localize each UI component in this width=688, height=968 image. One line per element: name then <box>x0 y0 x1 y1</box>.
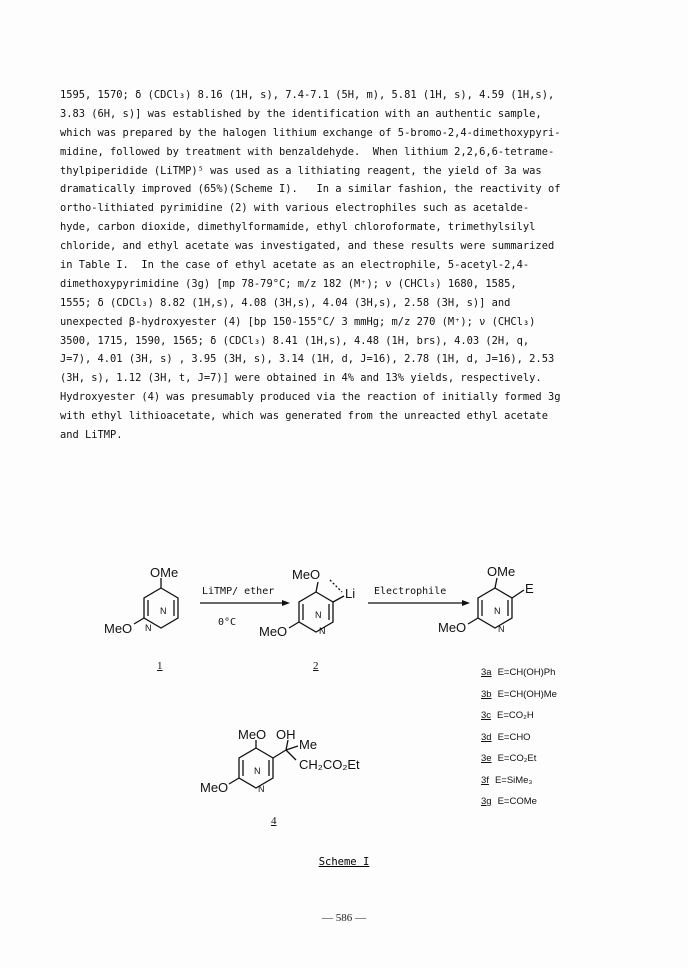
compound-item <box>481 791 621 813</box>
compound-desc: E=CO₂H <box>497 710 534 721</box>
ring-n-label: N <box>145 623 152 633</box>
compound-desc: E=SiMe₃ <box>494 774 533 786</box>
compound-label-4: 4 <box>271 815 277 827</box>
caption-text: Scheme I <box>318 856 370 868</box>
compound-item <box>481 662 621 684</box>
text-line: unexpected β-hydroxyester (4) [bp 150-155°C/ 3 mmHg; m/z 270 (M⁺); ν (CHCl₃) <box>60 315 536 328</box>
text-line: chloride, and ethyl acetate was investigated, and these results were summarized <box>60 240 555 253</box>
text-line: dramatically improved (65%)(Scheme I). In a similar fashion, the reactivity of <box>60 183 561 196</box>
meo-label: MeO <box>104 621 133 636</box>
compound-desc: E=COMe <box>497 796 537 807</box>
ome-label: OMe <box>487 564 516 579</box>
e-substituent-label: E <box>525 581 534 596</box>
text-line: ortho-lithiated pyrimidine (2) with various electrophiles such as acetalde- <box>60 202 530 215</box>
text-line: with ethyl lithioacetate, which was generated from the unreacted ethyl acetate <box>60 410 548 423</box>
text-line: which was prepared by the halogen lithium exchange of 5-bromo-2,4-dimethoxypyri- <box>60 126 561 139</box>
text-line: J=7), 4.01 (3H, s) , 3.95 (3H, s), 3.14 (1H, d, J=16), 2.78 (1H, d, J=16), 2.53 <box>60 353 555 366</box>
oh-label: OH <box>276 727 296 742</box>
text-line: hyde, carbon dioxide, dimethylformamide, ethyl chloroformate, trimethylsilyl <box>60 221 536 234</box>
compound-desc: E=CH(OH)Me <box>497 688 557 700</box>
text-line: midine, followed by treatment with benzaldehyde. When lithium 2,2,6,6-tetrame- <box>60 145 555 158</box>
compound-item <box>481 684 621 706</box>
ch2co2et-label: CH₂CO₂Et <box>299 757 360 772</box>
meo-label: MeO <box>259 624 288 639</box>
meo-label: MeO <box>200 780 229 795</box>
li-label: Li <box>345 586 356 601</box>
body-paragraph <box>60 86 620 445</box>
compound-desc: E=CHO <box>497 731 531 743</box>
compound-label: 3b <box>481 688 492 700</box>
text-line: and LiTMP. <box>60 429 123 442</box>
text-line: Hydroxyester (4) was presumably produced via the reaction of initially formed 3g <box>60 391 561 404</box>
meo-label: MeO <box>292 567 321 582</box>
compound-item <box>481 727 621 749</box>
ring-n-label: N <box>498 624 505 634</box>
ome-label: OMe <box>150 565 179 580</box>
reagent-temperature: 0°C <box>218 617 237 628</box>
compound-label: 3e <box>481 753 492 764</box>
methyl-label: Me <box>299 737 318 752</box>
compound-desc: E=CH(OH)Ph <box>497 667 556 678</box>
compound-2-structure <box>289 580 344 632</box>
compound-label: 3g <box>481 796 492 807</box>
compound-list <box>481 662 621 813</box>
compound-item <box>481 705 621 727</box>
ring-n-label: N <box>319 626 326 636</box>
compound-label-2: 2 <box>313 660 319 672</box>
compound-4-structure <box>229 740 298 788</box>
compound-desc: E=CO₂Et <box>497 753 537 764</box>
compound-label-1: 1 <box>157 660 163 672</box>
meo-label: MeO <box>238 727 267 742</box>
reagent-lithiation: LiTMP/ ether <box>202 586 275 597</box>
scheme-caption <box>0 856 688 868</box>
ring-n-label: N <box>258 784 265 794</box>
reagent-electrophile: Electrophile <box>374 586 447 597</box>
ring-n-label: N <box>160 606 167 616</box>
page-number: — 586 — <box>322 912 366 924</box>
text-line: in Table I. In the case of ethyl acetate as an electrophile, 5-acetyl-2,4- <box>60 259 530 272</box>
compound-1-structure <box>134 578 178 628</box>
compound-label: 3c <box>481 710 492 721</box>
ring-n-label: N <box>494 606 501 616</box>
meo-label: MeO <box>438 620 467 635</box>
text-line: thylpiperidide (LiTMP)⁵ was used as a lithiating reagent, the yield of 3a was <box>60 164 542 177</box>
compound-label: 3f <box>481 774 489 786</box>
text-line: dimethoxypyrimidine (3g) [mp 78-79°C; m/z 182 (M⁺); ν (CHCl₃) 1680, 1585, <box>60 277 517 290</box>
text-line: 1555; δ (CDCl₃) 8.82 (1H,s), 4.08 (3H,s), 4.04 (3H,s), 2.58 (3H, s)] and <box>60 296 511 309</box>
compound-item <box>481 748 621 770</box>
compound-label: 3a <box>481 667 492 678</box>
compound-label: 3d <box>481 731 492 743</box>
ring-n-label: N <box>254 766 261 776</box>
text-line: (3H, s), 1.12 (3H, t, J=7)] were obtained in 4% and 13% yields, respectively. <box>60 372 542 385</box>
text-line: 3500, 1715, 1590, 1565; δ (CDCl₃) 8.41 (1H,s), 4.48 (1H, brs), 4.03 (2H, q, <box>60 334 530 347</box>
text-line: 1595, 1570; δ (CDCl₃) 8.16 (1H, s), 7.4-7.1 (5H, m), 5.81 (1H, s), 4.59 (1H,s), <box>60 89 555 101</box>
compound-3-structure <box>468 578 524 628</box>
text-line: 3.83 (6H, s)] was established by the identification with an authentic sample, <box>60 107 542 120</box>
ring-n-label: N <box>315 610 322 620</box>
compound-item <box>481 770 621 792</box>
